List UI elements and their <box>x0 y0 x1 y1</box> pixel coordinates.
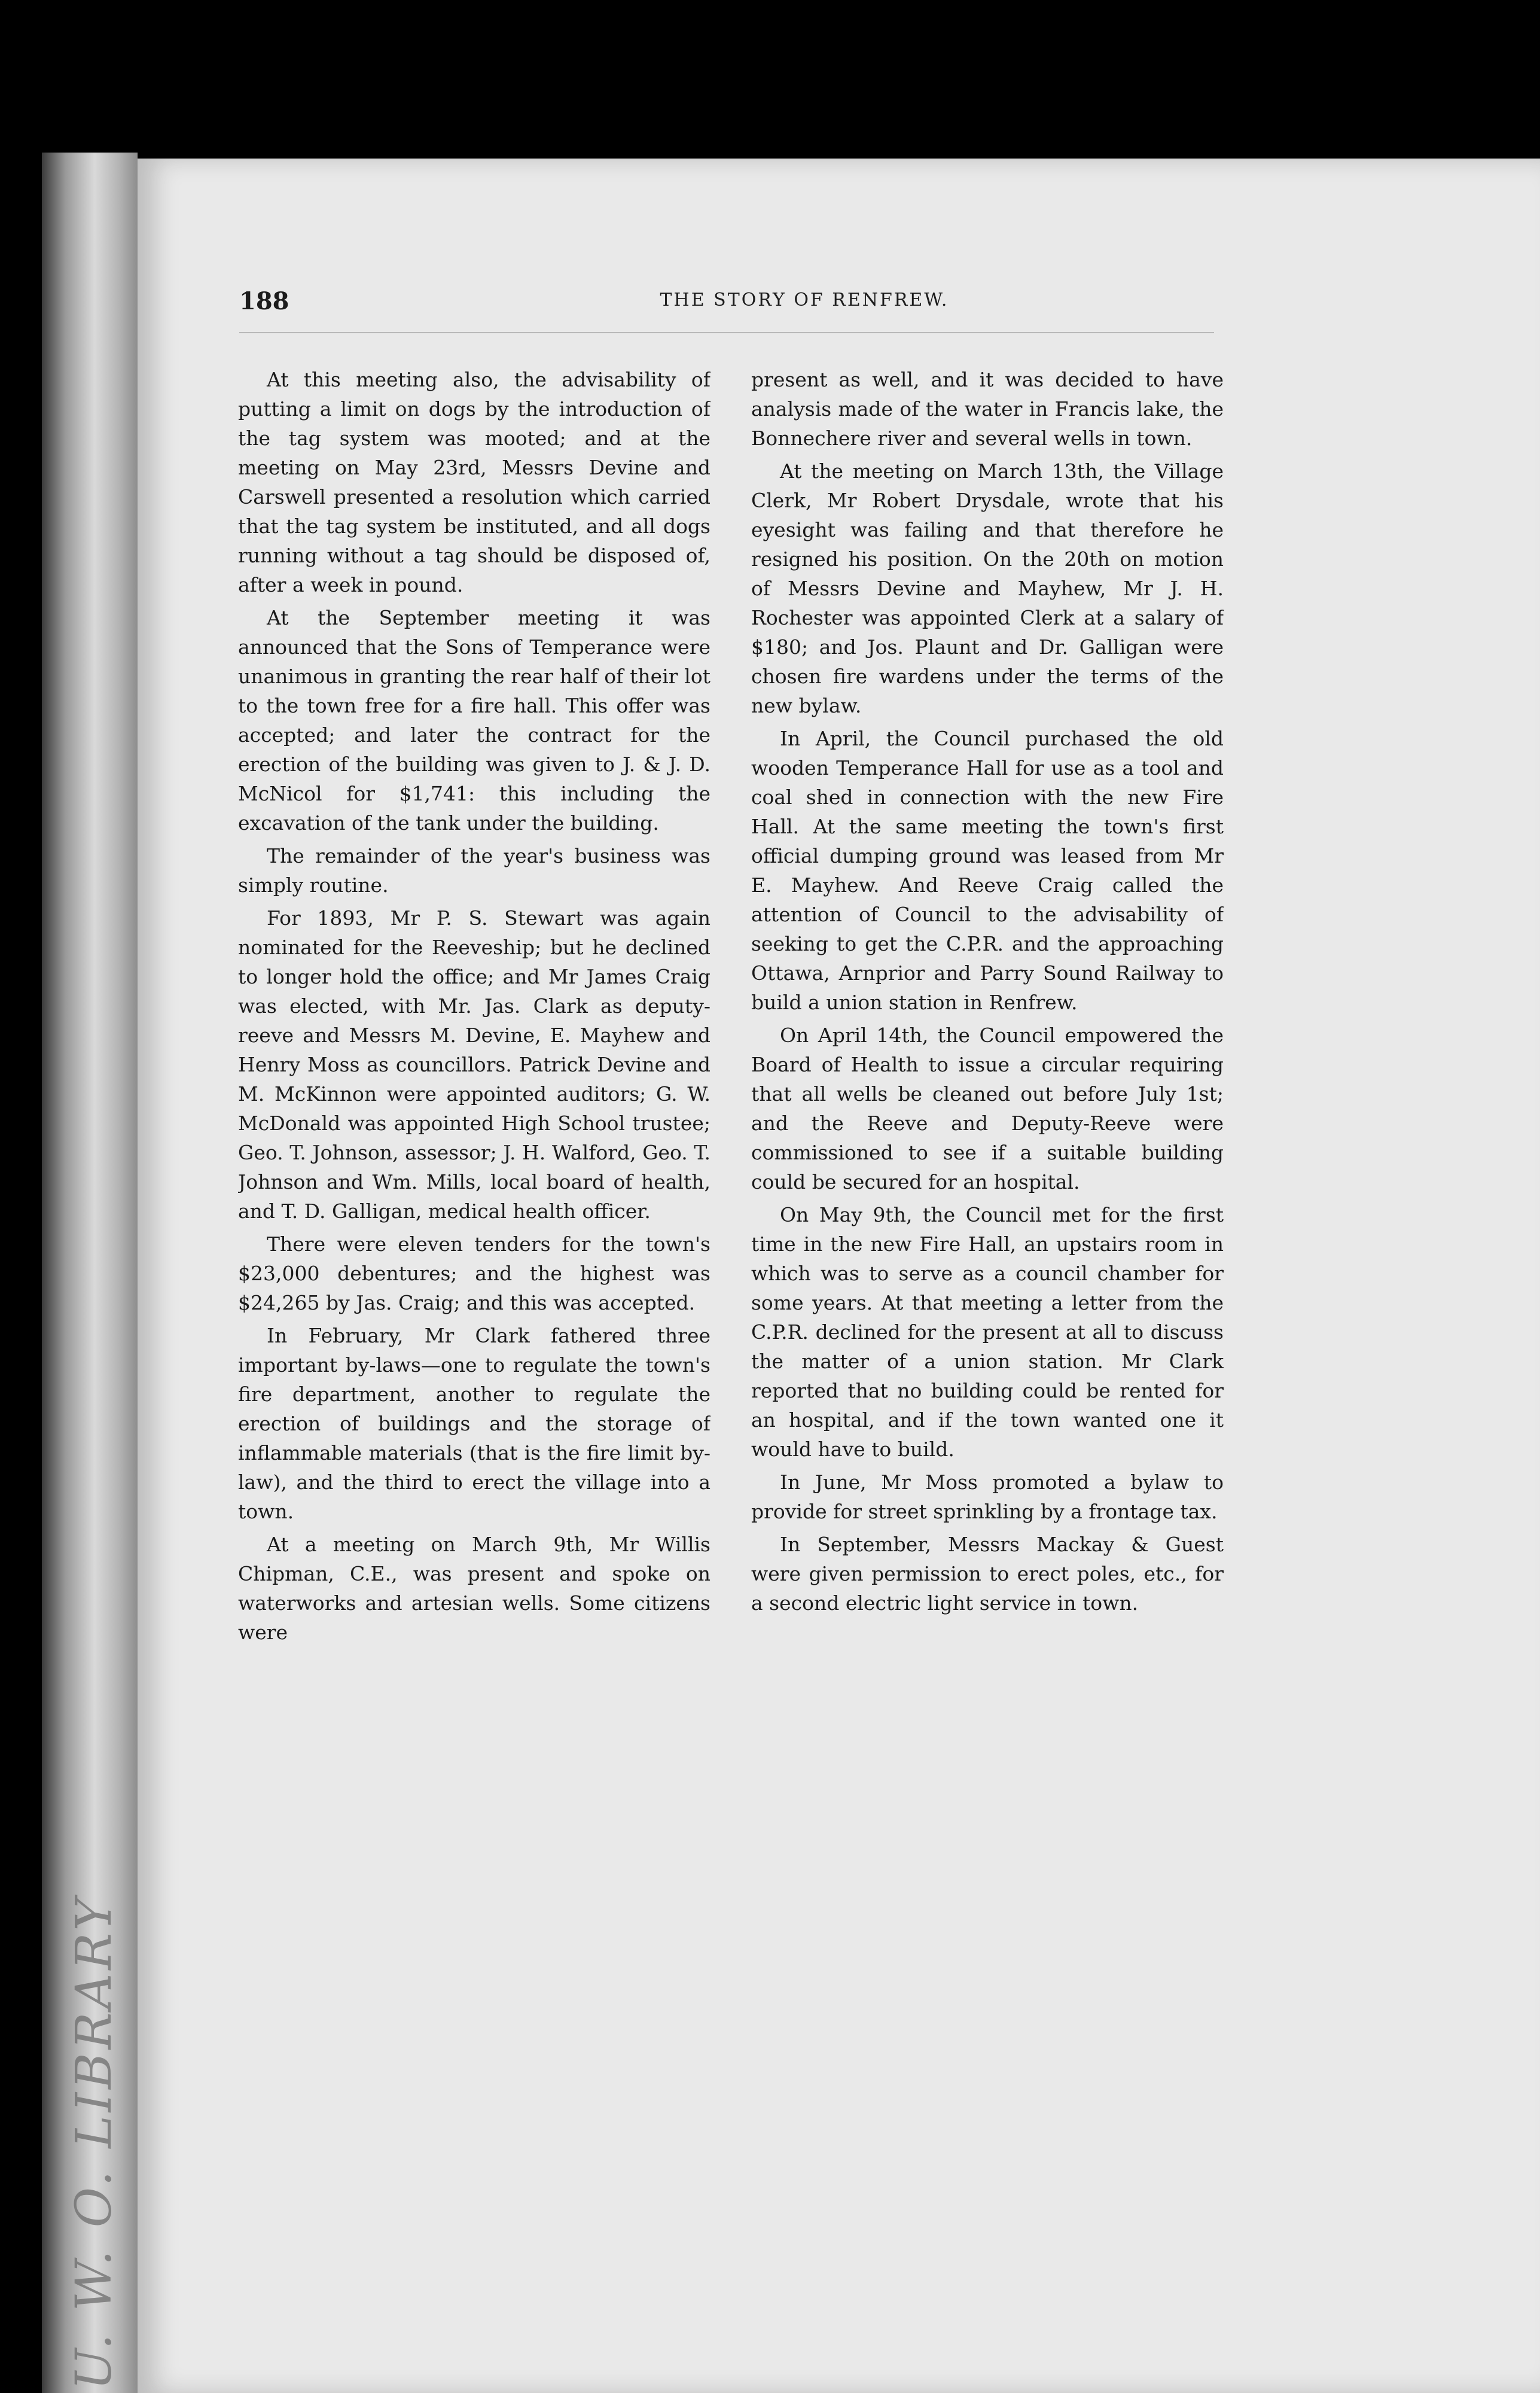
paragraph: In September, Messrs Mackay & Guest were given permission to erect poles, etc., for a second electric light service in town. <box>751 1533 1224 1615</box>
page-header <box>239 287 1214 329</box>
paragraph: On May 9th, the Council met for the first time in the new Fire Hall, an upstairs room in which was to serve as a council chamber for some years. At that meeting a letter from the C.P.R. declined for the present at all to discuss the matter of a union station. Mr Clark reported that no building could be rented for an hospital, and if the town wanted one it would have to build. <box>751 1203 1224 1461</box>
right-column <box>751 365 1224 2160</box>
page-number: 188 <box>239 287 289 315</box>
paragraph: In February, Mr Clark fathered three important by-laws—one to regulate the town's fire department, another to regulate the erection of buildings and the storage of inflammable materials (that is the fire limit by-law), and the third to erect the village into a town. <box>238 1324 710 1523</box>
paragraph: The remainder of the year's business was simply routine. <box>238 844 710 897</box>
paragraph: There were eleven tenders for the town's $23,000 debentures; and the highest was $24,265 by Jas. Craig; and this was accepted. <box>238 1232 710 1314</box>
paragraph-continued: present as well, and it was decided to have analysis made of the water in Francis lake, the Bonnechere river and several wells in town. <box>751 368 1224 450</box>
paragraph: In April, the Council purchased the old wooden Temperance Hall for use as a tool and coal shed in connection with the new Fire Hall. At the same meeting the town's first official dumping ground was leased from Mr E. Mayhew. And Reeve Craig called the attention of Council to the advisability of seeking to get the C.P.R. and the approaching Ottawa, Arnprior and Parry Sound Railway to build a union station in Renfrew. <box>751 727 1224 1014</box>
library-stamp: U. W. O. LIBRARY <box>66 1895 123 2390</box>
paragraph: For 1893, Mr P. S. Stewart was again nominated for the Reeveship; but he declined to longer hold the office; and Mr James Craig was elected, with Mr. Jas. Clark as deputy-reeve and Messrs M. Devine, E. Mayhew and Henry Moss as councillors. Patrick Devine and M. McKinnon were appointed auditors; G. W. McDonald was appointed High School trustee; Geo. T. Johnson, assessor; J. H. Walford, Geo. T. Johnson and Wm. Mills, local board of health, and T. D. Galligan, medical health officer. <box>238 906 710 1223</box>
paragraph: On April 14th, the Council empowered the Board of Health to issue a circular requiring that all wells be cleaned out before July 1st; and the Reeve and Deputy-Reeve were commissioned to see if a suitable building could be secured for an hospital. <box>751 1024 1224 1194</box>
header-rule <box>239 332 1214 333</box>
left-column <box>238 365 710 2160</box>
running-title: THE STORY OF RENFREW. <box>660 290 949 310</box>
paragraph: At the meeting on March 13th, the Village Clerk, Mr Robert Drysdale, wrote that his eyesight was failing and that therefore he resigned his position. On the 20th on motion of Messrs Devine and Mayhew, Mr J. H. Rochester was appointed Clerk at a salary of $180; and Jos. Plaunt and Dr. Galligan were chosen fire wardens under the terms of the new bylaw. <box>751 459 1224 717</box>
paragraph: At a meeting on March 9th, Mr Willis Chipman, C.E., was present and spoke on waterworks and artesian wells. Some citizens were <box>238 1533 710 1644</box>
paragraph: At the September meeting it was announced that the Sons of Temperance were unanimous in granting the rear half of their lot to the town free for a fire hall. This offer was accepted; and later the contract for the erection of the building was given to J. & J. D. McNicol for $1,741: this including the excavation of the tank under the building. <box>238 606 710 835</box>
paragraph: In June, Mr Moss promoted a bylaw to provide for street sprinkling by a frontage tax. <box>751 1470 1224 1523</box>
book-binding-edge <box>42 153 138 2393</box>
paragraph: At this meeting also, the advisability of putting a limit on dogs by the introduction of the tag system was mooted; and at the meeting on May 23rd, Messrs Devine and Carswell presented a resolution which carried that the tag system be instituted, and all dogs running without a tag should be disposed of, after a week in pound. <box>238 368 710 596</box>
